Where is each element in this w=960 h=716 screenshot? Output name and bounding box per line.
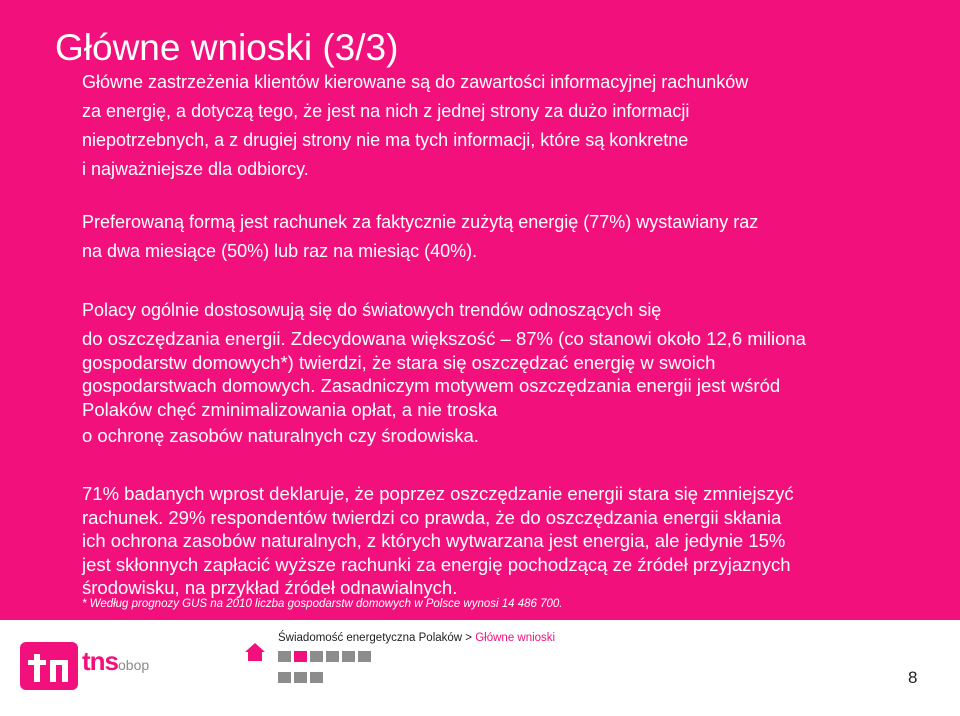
nav-square[interactable] bbox=[310, 672, 323, 683]
text-line: rachunek. 29% respondentów twierdzi co prawda, że do oszczędzania energii skłania bbox=[82, 506, 782, 528]
tns-logo-icon bbox=[20, 642, 78, 690]
breadcrumb bbox=[278, 632, 555, 644]
nav-square[interactable] bbox=[278, 672, 291, 683]
footnote: * Według prognozy GUS na 2010 liczba gospodarstw domowych w Polsce wynosi 14 486 700. bbox=[82, 598, 563, 610]
paragraph-statistics bbox=[82, 482, 952, 600]
text-line: Polaków chęć zminimalizowania opłat, a nie troska bbox=[82, 398, 498, 420]
navigation-squares-top bbox=[278, 651, 371, 662]
text-line: gospodarstwach domowych. Zasadniczym motywem oszczędzania energii jest wśród bbox=[82, 375, 781, 396]
logo-main-text: tns bbox=[82, 646, 118, 676]
paragraph-complaints bbox=[82, 68, 942, 184]
text-line: Preferowaną formą jest rachunek za faktycznie zużytą energię (77%) wystawiany raz bbox=[82, 212, 759, 232]
text-line: i najważniejsze dla odbiorcy. bbox=[82, 159, 309, 179]
paragraph-preferred-form bbox=[82, 208, 942, 266]
logo-sub-text: obop bbox=[118, 657, 150, 673]
text-line: 71% badanych wprost deklaruje, że poprzez oszczędzanie energii stara się zmniejszyć bbox=[82, 483, 794, 504]
text-line: do oszczędzania energii. Zdecydowana większość – 87% (co stanowi około 12,6 miliona bbox=[82, 328, 806, 349]
nav-square[interactable] bbox=[310, 651, 323, 662]
breadcrumb-separator: > bbox=[462, 632, 476, 644]
paragraph-environment bbox=[82, 422, 942, 450]
navigation-squares-bottom bbox=[278, 672, 323, 683]
nav-square-active[interactable] bbox=[294, 651, 307, 662]
paragraph-saving-energy bbox=[82, 327, 942, 421]
page-number: 8 bbox=[908, 668, 918, 687]
nav-square[interactable] bbox=[326, 651, 339, 662]
home-icon[interactable] bbox=[244, 641, 266, 663]
paragraph-trends bbox=[82, 296, 942, 325]
text-line: ich ochrona zasobów naturalnych, z których wytwarzana jest energia, ale jedynie 15% bbox=[82, 530, 786, 551]
nav-square[interactable] bbox=[294, 672, 307, 683]
nav-square[interactable] bbox=[278, 651, 291, 662]
text-line: środowisku, na przykład źródeł odnawialnych. bbox=[82, 577, 458, 598]
brand-logo bbox=[82, 646, 149, 677]
text-line: za energię, a dotyczą tego, że jest na nich z jednej strony za dużo informacji bbox=[82, 101, 690, 121]
slide-title: Główne wnioski (3/3) bbox=[55, 27, 399, 68]
nav-square[interactable] bbox=[342, 651, 355, 662]
breadcrumb-current: Główne wnioski bbox=[475, 632, 556, 644]
nav-square[interactable] bbox=[358, 651, 371, 662]
text-line: na dwa miesiące (50%) lub raz na miesiąc (40%). bbox=[82, 241, 478, 261]
text-line: gospodarstw domowych*) twierdzi, że stara się oszczędzać energię w swoich bbox=[82, 351, 716, 373]
text-line: Polacy ogólnie dostosowują się do światowych trendów odnoszących się bbox=[82, 300, 662, 320]
text-line: o ochronę zasobów naturalnych czy środowiska. bbox=[82, 425, 479, 446]
text-line: Główne zastrzeżenia klientów kierowane są do zawartości informacyjnej rachunków bbox=[82, 72, 749, 92]
text-line: jest skłonnych zapłacić wyższe rachunki za energię pochodzącą ze źródeł przyjaznych bbox=[82, 553, 791, 575]
text-line: niepotrzebnych, a z drugiej strony nie ma tych informacji, które są konkretne bbox=[82, 130, 689, 150]
breadcrumb-section[interactable]: Świadomość energetyczna Polaków bbox=[278, 632, 463, 644]
